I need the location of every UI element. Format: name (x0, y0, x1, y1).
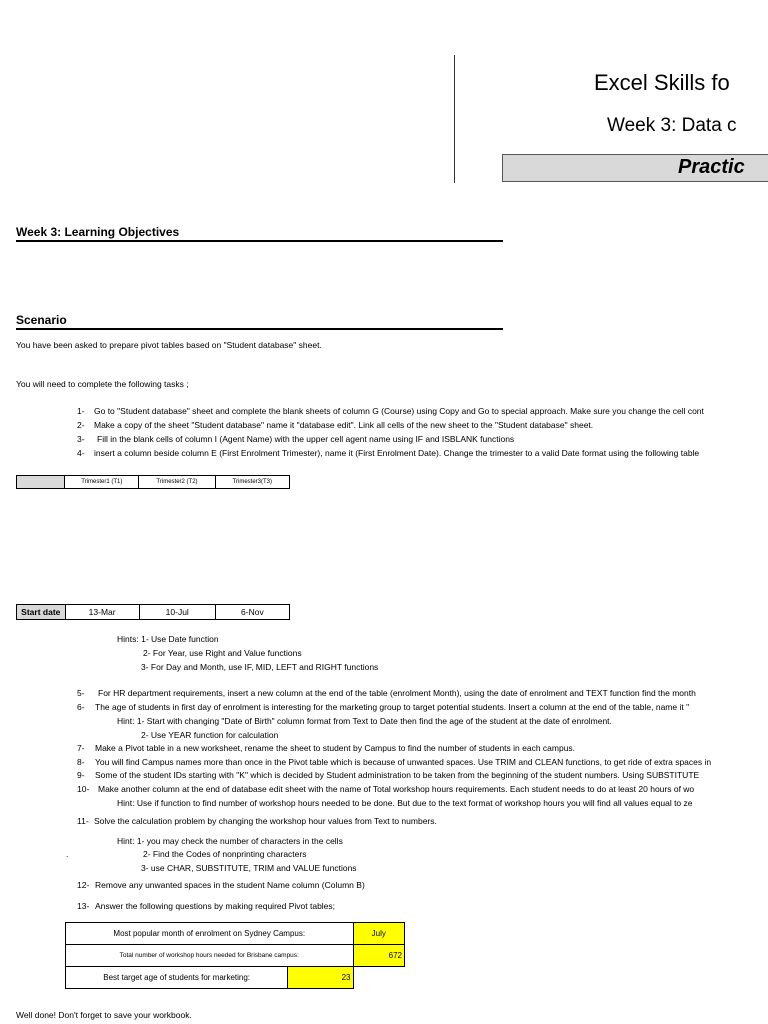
task-text: You will find Campus names more than once in the Pivot table which is because of unwanted spaces. Use TRIM and CLEAN functions, to get ride of extra spaces in (95, 757, 712, 767)
task-text: Make a copy of the sheet "Student database" name it "database edit". Link all cells of the new sheet to the "Student database" sheet. (94, 420, 594, 430)
task-text: For HR department requirements, insert a new column at the end of the table (enrolment Month), using the date of enrolment and TEXT function find the month (98, 688, 696, 698)
tasks-intro: You will need to complete the following tasks ; (16, 379, 189, 389)
answer-question: Best target age of students for marketing: (66, 967, 288, 989)
task-num: 9- (77, 770, 85, 780)
answer-question: Most popular month of enrolment on Sydney Campus: (66, 923, 354, 945)
task-num: 6- (77, 702, 85, 712)
hint-line: Hints: 1- Use Date function (117, 634, 219, 644)
answer-question: Total number of workshop hours needed for Brisbane campus: (66, 945, 354, 967)
task-text: insert a column beside column E (First Enrolment Trimester), name it (First Enrolment Date). Change the trimester to a valid Date format using the following table (94, 448, 700, 458)
start-date-cell: 13-Mar (65, 605, 139, 620)
practice-banner (502, 154, 768, 182)
objectives-heading: Week 3: Learning Objectives (16, 225, 180, 239)
dot: . (66, 849, 69, 859)
hint-line: Hint: 1- you may check the number of characters in the cells (117, 836, 343, 846)
answer-value-cell[interactable]: 672 (353, 945, 405, 967)
objectives-rule (16, 240, 503, 242)
trimester-header-cell: Trimester1 (T1) (65, 476, 139, 489)
task-num: 12- (77, 880, 90, 890)
trimester-corner-cell (17, 476, 65, 489)
answer-row (66, 923, 405, 945)
answer-value-cell[interactable]: 23 (288, 967, 353, 989)
trimester-header-cell: Trimester2 (T2) (139, 476, 215, 489)
trimester-header-cell: Trimester3(T3) (215, 476, 289, 489)
answers-table (65, 922, 405, 989)
start-date-table (16, 604, 290, 620)
scenario-rule (16, 328, 503, 330)
workbook-title: Excel Skills fo (594, 70, 730, 95)
task-text: Some of the student IDs starting with "K" which is decided by Student administration to be taken from the beginning of the student numbers. Using SUBSTITUTE (95, 770, 700, 780)
task-num: 7- (77, 743, 85, 753)
intro-text: You have been asked to prepare pivot tables based on "Student database" sheet. (16, 340, 322, 350)
start-date-cell: 10-Jul (139, 605, 215, 620)
task-text: Make another column at the end of database edit sheet with the name of Total workshop hours requirements. Each student needs to do at least 20 hours of wo (98, 784, 695, 794)
task-text: The age of students in first day of enrolment is interesting for the marketing group to target potential students. Insert a column at the end of the table, name it " (95, 702, 690, 712)
task-text: Solve the calculation problem by changing the workshop hour values from Text to numbers. (94, 816, 437, 826)
trimester-table (16, 475, 290, 489)
task-num: 8- (77, 757, 85, 767)
task-text: Remove any unwanted spaces in the student Name column (Column B) (95, 880, 365, 890)
hint-line: 2- Find the Codes of nonprinting characters (143, 849, 307, 859)
hint-line: 3- use CHAR, SUBSTITUTE, TRIM and VALUE functions (141, 863, 357, 873)
practice-label: Practic (678, 156, 745, 178)
task-num: 5- (77, 688, 85, 698)
task-num: 2- (77, 420, 85, 430)
hint-line: 2- For Year, use Right and Value functions (143, 648, 302, 658)
week-title: Week 3: Data c (607, 115, 737, 136)
task-num: 11- (77, 816, 89, 826)
hint-line: 2- Use YEAR function for calculation (141, 730, 279, 740)
footer-message: Well done! Don't forget to save your workbook. (16, 1010, 192, 1020)
task-num: 3- (77, 434, 85, 444)
start-date-cell: 6-Nov (215, 605, 289, 620)
task-num: 10- (77, 784, 90, 794)
answer-row (66, 967, 405, 989)
hint-line: Hint: 1- Start with changing "Date of Birth" column format from Text to Date then find the age of the student at the date of enrolment. (117, 716, 612, 726)
task-num: 13- (77, 901, 90, 911)
hint-line: 3- For Day and Month, use IF, MID, LEFT and RIGHT functions (141, 662, 379, 672)
answer-row (66, 945, 405, 967)
task-num: 4- (77, 448, 85, 458)
task-text: Make a Pivot table in a new worksheet, rename the sheet to student by Campus to find the number of students in each campus. (95, 743, 576, 753)
hint-line: Hint: Use if function to find number of workshop hours needed to be done. But due to the text format of workshop hours you will find all values equal to ze (117, 798, 693, 808)
header-divider (454, 55, 455, 183)
start-date-label: Start date (17, 605, 66, 620)
task-text: Answer the following questions by making required Pivot tables; (95, 901, 336, 911)
task-num: 1- (77, 406, 85, 416)
empty-cell (353, 967, 405, 989)
task-text: Go to "Student database" sheet and complete the blank sheets of column G (Course) using Copy and Go to special approach. Make sure you change the cell cont (94, 406, 704, 416)
answer-value-cell[interactable]: July (353, 923, 405, 945)
task-text: Fill in the blank cells of column I (Agent Name) with the upper cell agent name using IF and ISBLANK functions (97, 434, 515, 444)
scenario-heading: Scenario (16, 313, 67, 327)
